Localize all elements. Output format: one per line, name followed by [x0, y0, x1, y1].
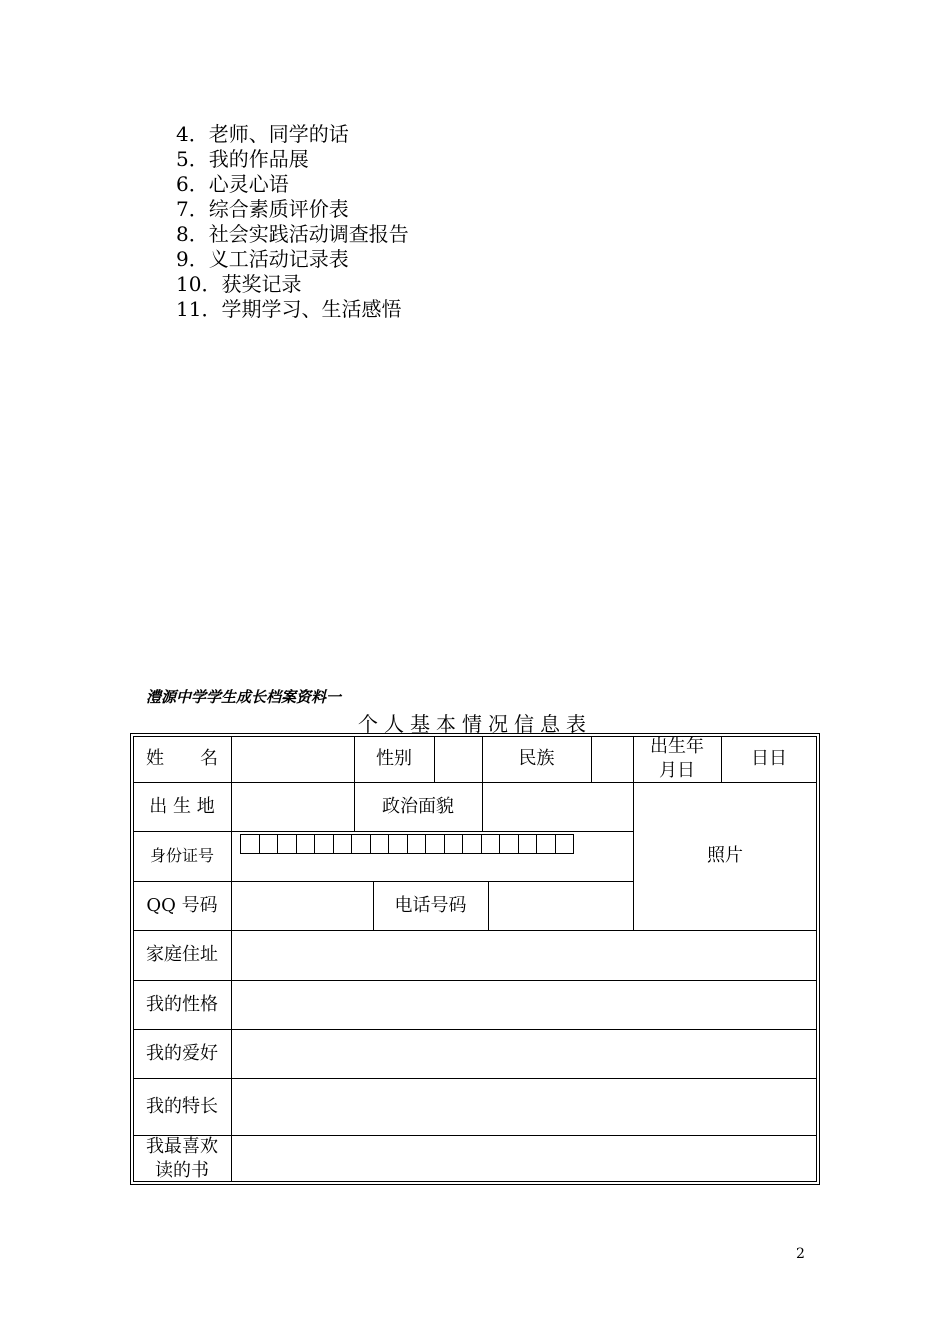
id-digit-box[interactable] — [426, 834, 445, 854]
gender-input[interactable] — [434, 736, 483, 783]
name-input[interactable] — [231, 736, 355, 783]
toc-item: 11．学期学习、生活感悟 — [176, 297, 402, 321]
id-digit-box[interactable] — [260, 834, 279, 854]
favorite-book-label — [133, 1135, 232, 1182]
favorite-book-input[interactable] — [231, 1135, 817, 1182]
id-digit-box[interactable] — [371, 834, 390, 854]
favorite-book-label-line1: 我最喜欢 — [146, 1135, 218, 1157]
address-input[interactable] — [231, 930, 817, 981]
id-digit-box[interactable] — [278, 834, 297, 854]
id-digit-box[interactable] — [352, 834, 371, 854]
id-number-label: 身份证号 — [133, 831, 232, 882]
phone-input[interactable] — [488, 881, 634, 931]
address-label: 家庭住址 — [133, 930, 232, 981]
ethnicity-input[interactable] — [591, 736, 634, 783]
hobbies-input[interactable] — [231, 1029, 817, 1079]
strengths-input[interactable] — [231, 1078, 817, 1136]
ethnicity-label: 民族 — [482, 736, 592, 783]
toc-item: 7．综合素质评价表 — [176, 197, 349, 221]
strengths-label: 我的特长 — [133, 1078, 232, 1136]
id-digit-box[interactable] — [334, 834, 353, 854]
gender-label: 性别 — [354, 736, 435, 783]
photo-area[interactable]: 照片 — [633, 782, 817, 931]
table-of-contents — [176, 122, 409, 322]
toc-item: 5．我的作品展 — [176, 147, 309, 171]
hobbies-label: 我的爱好 — [133, 1029, 232, 1079]
id-digit-box[interactable] — [445, 834, 464, 854]
id-digit-box[interactable] — [297, 834, 316, 854]
page-number: 2 — [796, 1246, 805, 1262]
birth-date-value[interactable]: 日日 — [721, 736, 817, 783]
id-digit-box[interactable] — [556, 834, 575, 854]
toc-item: 10．获奖记录 — [176, 272, 302, 296]
birth-date-label-line1: 出生年 — [650, 736, 704, 757]
form-subtitle: 澧源中学学生成长档案资料一 — [146, 688, 342, 706]
favorite-book-label-line2: 读的书 — [155, 1159, 209, 1181]
qq-input[interactable] — [231, 881, 374, 931]
id-digit-box[interactable] — [315, 834, 334, 854]
phone-label: 电话号码 — [373, 881, 489, 931]
toc-item: 4．老师、同学的话 — [176, 122, 349, 146]
id-digit-box[interactable] — [408, 834, 427, 854]
id-digit-box[interactable] — [537, 834, 556, 854]
id-number-boxes — [240, 834, 574, 854]
toc-item: 8．社会实践活动调查报告 — [176, 222, 409, 246]
personality-label: 我的性格 — [133, 980, 232, 1030]
personality-input[interactable] — [231, 980, 817, 1030]
birth-date-label-line2: 月日 — [659, 760, 695, 781]
id-digit-box[interactable] — [463, 834, 482, 854]
id-digit-box[interactable] — [389, 834, 408, 854]
qq-label: QQ 号码 — [133, 881, 232, 931]
political-status-label: 政治面貌 — [354, 782, 483, 832]
id-digit-box[interactable] — [500, 834, 519, 854]
toc-item: 9．义工活动记录表 — [176, 247, 349, 271]
birthplace-label: 出 生 地 — [133, 782, 232, 832]
name-label: 姓 名 — [133, 736, 232, 783]
birth-date-label — [633, 736, 722, 783]
form-title: 个人基本情况信息表 — [358, 712, 592, 736]
id-digit-box[interactable] — [241, 834, 260, 854]
birthplace-input[interactable] — [231, 782, 355, 832]
id-digit-box[interactable] — [519, 834, 538, 854]
political-status-input[interactable] — [482, 782, 634, 832]
id-digit-box[interactable] — [482, 834, 501, 854]
toc-item: 6．心灵心语 — [176, 172, 289, 196]
